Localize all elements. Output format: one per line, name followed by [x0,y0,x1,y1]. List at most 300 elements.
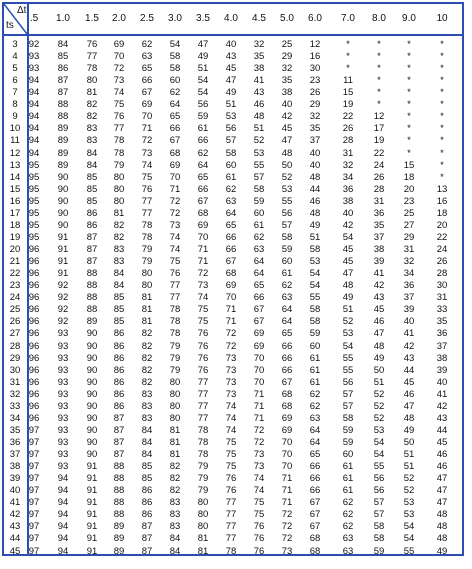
ts-value: 20 [9,244,21,256]
table-cell: 68 [309,545,321,557]
table-cell: 43 [403,352,415,364]
table-cell: 75 [141,171,153,183]
table-cell: 72 [169,195,181,207]
table-cell: 90 [57,171,69,183]
table-cell: 75 [169,256,181,268]
table-cell: 82 [141,340,153,352]
ts-value: 24 [9,292,21,304]
table-cell: 72 [253,424,265,436]
table-cell: 64 [225,207,237,219]
table-cell: 51 [373,376,385,388]
table-cell: 91 [57,244,69,256]
table-cell: 74 [225,400,237,412]
table-cell: 56 [281,207,293,219]
table-row [4,342,462,353]
table-row [4,185,462,196]
table-cell: 31 [436,292,448,304]
table-row [4,64,462,75]
column-header: 4.0 [224,13,238,24]
table-cell: 16 [309,51,321,63]
table-row [4,522,462,533]
table-cell: 83 [169,509,181,521]
table-cell: 35 [253,51,265,63]
table-cell: 88 [113,461,125,473]
ts-value: 37 [9,449,21,461]
table-row [4,498,462,509]
table-cell: 48 [281,147,293,159]
table-cell: 66 [253,292,265,304]
table-cell: 93 [28,51,40,63]
table-cell: 19 [373,135,385,147]
table-cell: 72 [253,436,265,448]
table-cell: 76 [197,328,209,340]
table-cell: 81 [169,436,181,448]
table-cell: 84 [141,424,153,436]
table-cell: 72 [281,521,293,533]
table-cell: 61 [309,376,321,388]
table-cell: 72 [197,268,209,280]
ts-value: 43 [9,521,21,533]
table-cell: 54 [342,340,354,352]
table-cell: 53 [373,424,385,436]
table-row [4,438,462,449]
table-row [4,317,462,328]
table-cell: 80 [113,171,125,183]
table-cell: 65 [197,171,209,183]
table-cell: 69 [281,424,293,436]
table-cell: 83 [141,388,153,400]
table-cell: 46 [436,461,448,473]
table-cell: 53 [281,183,293,195]
table-cell: 49 [403,424,415,436]
table-cell: * [440,123,444,135]
table-cell: 50 [403,436,415,448]
table-cell: 46 [373,316,385,328]
table-cell: 58 [342,412,354,424]
table-cell: 39 [373,256,385,268]
table-cell: 34 [403,268,415,280]
table-cell: 37 [436,340,448,352]
table-cell: 68 [281,388,293,400]
column-header: 5.0 [280,13,294,24]
table-cell: 73 [197,280,209,292]
table-cell: 55 [403,545,415,557]
table-cell: 81 [169,449,181,461]
table-cell: 45 [342,244,354,256]
table-cell: 97 [28,485,40,497]
table-cell: * [346,51,350,63]
table-cell: 71 [197,256,209,268]
table-cell: 86 [113,328,125,340]
table-cell: 76 [197,364,209,376]
table-row [4,100,462,111]
table-cell: 83 [141,412,153,424]
table-cell: 94 [57,533,69,545]
table-cell: 61 [253,219,265,231]
table-row [4,40,462,51]
table-cell: 81 [197,533,209,545]
table-cell: 91 [57,268,69,280]
table-cell: 38 [436,352,448,364]
table-cell: 69 [113,39,125,50]
table-cell: 96 [28,304,40,316]
table-cell: 85 [57,51,69,63]
table-cell: 65 [281,328,293,340]
ts-value: 10 [9,123,21,135]
table-cell: 83 [169,521,181,533]
table-cell: 97 [28,545,40,557]
table-cell: 37 [403,292,415,304]
table-cell: 61 [281,268,293,280]
table-cell: 88 [113,497,125,509]
table-row [4,414,462,425]
table-cell: * [440,63,444,75]
table-cell: * [407,111,411,123]
table-cell: 70 [281,449,293,461]
ts-value: 12 [9,147,21,159]
table-cell: 85 [141,473,153,485]
table-cell: 73 [281,545,293,557]
table-cell: 88 [113,509,125,521]
table-row [4,462,462,473]
table-cell: 91 [86,485,98,497]
table-cell: 88 [57,111,69,123]
table-cell: 38 [342,195,354,207]
ts-value: 22 [9,268,21,280]
table-row [4,149,462,160]
table-cell: 26 [436,256,448,268]
table-cell: 80 [113,183,125,195]
table-cell: 69 [225,280,237,292]
table-cell: 89 [57,135,69,147]
table-cell: 85 [113,292,125,304]
table-cell: 86 [113,352,125,364]
table-cell: 62 [141,39,153,50]
table-cell: 95 [28,231,40,243]
table-cell: 88 [57,99,69,111]
table-cell: 96 [28,388,40,400]
table-cell: 82 [169,485,181,497]
ts-value: 7 [12,87,18,99]
table-cell: 52 [373,388,385,400]
table-cell: 96 [28,376,40,388]
table-cell: 28 [436,268,448,280]
table-cell: 90 [86,436,98,448]
ts-value: 44 [9,533,21,545]
table-cell: 87 [57,75,69,87]
table-cell: 63 [309,412,321,424]
table-cell: 97 [28,449,40,461]
table-cell: 45 [436,436,448,448]
table-cell: 46 [403,388,415,400]
table-row [4,305,462,316]
table-cell: 29 [403,231,415,243]
table-cell: 18 [403,171,415,183]
table-cell: 66 [281,352,293,364]
table-cell: 24 [436,244,448,256]
table-cell: 74 [253,485,265,497]
table-cell: 90 [86,400,98,412]
table-cell: 67 [309,521,321,533]
table-cell: 32 [309,111,321,123]
table-row [4,378,462,389]
ts-value: 29 [9,352,21,364]
table-cell: 92 [57,292,69,304]
table-cell: 66 [225,231,237,243]
table-cell: 49 [197,51,209,63]
table-cell: 69 [169,159,181,171]
table-row [4,366,462,377]
table-cell: 62 [281,280,293,292]
table-row [4,390,462,401]
table-cell: 80 [141,280,153,292]
table-cell: 12 [373,111,385,123]
table-cell: 46 [253,99,265,111]
table-cell: 96 [28,292,40,304]
table-cell: 94 [57,497,69,509]
table-cell: 66 [309,473,321,485]
table-cell: * [440,147,444,159]
table-cell: 47 [281,135,293,147]
table-cell: 47 [403,400,415,412]
ts-value: 8 [12,99,18,111]
table-cell: 82 [169,473,181,485]
table-cell: 66 [281,364,293,376]
table-cell: 81 [86,87,98,99]
table-row [4,209,462,220]
table-cell: 96 [28,256,40,268]
table-cell: 77 [197,412,209,424]
ts-value: 16 [9,195,21,207]
table-cell: 87 [141,533,153,545]
table-row [4,281,462,292]
table-cell: 76 [225,485,237,497]
table-cell: 58 [169,63,181,75]
table-cell: 48 [436,509,448,521]
table-cell: 78 [169,328,181,340]
table-cell: 73 [141,147,153,159]
table-cell: 93 [57,328,69,340]
ts-value: 9 [12,111,18,123]
ts-value: 17 [9,207,21,219]
table-cell: 86 [86,219,98,231]
table-cell: 82 [113,231,125,243]
table-cell: 80 [169,400,181,412]
table-cell: 87 [86,231,98,243]
table-cell: 57 [342,388,354,400]
ts-value: 31 [9,376,21,388]
table-cell: 40 [309,159,321,171]
table-cell: 52 [281,171,293,183]
table-cell: 88 [86,304,98,316]
table-row [4,354,462,365]
table-cell: 29 [309,99,321,111]
table-cell: 74 [113,87,125,99]
table-cell: 59 [373,545,385,557]
table-cell: 67 [253,304,265,316]
table-row [4,52,462,63]
table-cell: 32 [281,63,293,75]
ts-value: 40 [9,485,21,497]
table-cell: 93 [57,436,69,448]
table-cell: 63 [253,244,265,256]
table-cell: 48 [403,412,415,424]
table-cell: 42 [281,111,293,123]
table-row [4,197,462,208]
table-cell: 75 [225,449,237,461]
table-cell: 80 [197,497,209,509]
table-cell: 94 [28,75,40,87]
column-header: 4.5 [252,13,266,24]
table-cell: 20 [403,183,415,195]
table-cell: 61 [342,461,354,473]
table-cell: 86 [141,485,153,497]
ts-value: 28 [9,340,21,352]
table-row [4,293,462,304]
table-cell: 51 [403,449,415,461]
table-cell: 75 [253,497,265,509]
table-cell: 69 [197,219,209,231]
table-cell: 73 [253,449,265,461]
table-cell: 79 [169,340,181,352]
table-cell: 78 [197,424,209,436]
table-cell: 36 [373,207,385,219]
table-cell: 58 [309,316,321,328]
table-cell: 96 [28,400,40,412]
table-cell: 67 [141,87,153,99]
table-cell: 84 [141,436,153,448]
table-cell: 45 [342,256,354,268]
table-cell: 20 [436,219,448,231]
table-cell: 42 [436,400,448,412]
table-cell: 40 [342,207,354,219]
table-cell: 71 [253,388,265,400]
table-cell: 88 [86,280,98,292]
table-cell: 84 [86,159,98,171]
table-cell: 96 [28,352,40,364]
table-cell: 79 [197,473,209,485]
table-cell: 72 [281,509,293,521]
ts-value: 32 [9,388,21,400]
table-row [4,486,462,497]
table-cell: 81 [141,292,153,304]
table-cell: 57 [253,171,265,183]
table-cell: 15 [342,87,354,99]
table-cell: 55 [253,159,265,171]
table-cell: 48 [309,207,321,219]
table-cell: 48 [373,340,385,352]
table-cell: 83 [86,135,98,147]
table-cell: 22 [342,111,354,123]
table-cell: 74 [169,231,181,243]
table-row [4,221,462,232]
table-cell: 92 [28,39,40,50]
table-cell: 66 [309,485,321,497]
table-cell: 74 [169,244,181,256]
table-cell: 82 [169,461,181,473]
table-cell: 78 [197,436,209,448]
table-row [4,450,462,461]
table-cell: 45 [281,123,293,135]
table-cell: 82 [141,364,153,376]
table-cell: 88 [86,268,98,280]
table-row [4,402,462,413]
table-cell: 90 [86,388,98,400]
table-cell: 32 [403,256,415,268]
table-cell: 93 [57,461,69,473]
table-cell: 59 [197,111,209,123]
table-cell: 71 [253,412,265,424]
table-cell: 31 [342,147,354,159]
table-cell: 38 [281,87,293,99]
table-cell: 87 [141,521,153,533]
table-cell: 62 [342,497,354,509]
table-cell: 77 [225,521,237,533]
table-cell: 73 [169,219,181,231]
table-cell: 51 [197,63,209,75]
table-cell: 96 [28,280,40,292]
table-cell: 18 [436,207,448,219]
table-cell: 90 [86,424,98,436]
table-cell: 77 [197,400,209,412]
table-cell: 94 [57,509,69,521]
table-cell: 91 [57,231,69,243]
table-cell: 95 [28,183,40,195]
table-cell: 59 [342,436,354,448]
ts-value: 23 [9,280,21,292]
ts-value: 35 [9,424,21,436]
table-cell: 74 [197,292,209,304]
table-cell: 94 [57,485,69,497]
table-cell: 66 [169,123,181,135]
table-row [4,76,462,87]
table-cell: 11 [343,75,353,87]
table-cell: 77 [86,51,98,63]
table-cell: 40 [225,39,237,50]
table-cell: * [440,111,444,123]
table-cell: 91 [86,461,98,473]
table-cell: 77 [169,292,181,304]
table-cell: 32 [253,39,265,50]
table-cell: 46 [436,449,448,461]
table-cell: 93 [57,376,69,388]
table-cell: 67 [225,256,237,268]
table-cell: 12 [309,39,321,50]
table-cell: 35 [281,75,293,87]
table-cell: 96 [28,340,40,352]
table-cell: 71 [253,400,265,412]
table-cell: 97 [28,521,40,533]
table-cell: * [440,39,444,50]
table-cell: 97 [28,533,40,545]
table-cell: 47 [342,268,354,280]
table-row [4,112,462,123]
table-cell: 84 [141,449,153,461]
table-cell: 83 [169,497,181,509]
table-cell: 35 [373,219,385,231]
table-cell: 64 [309,436,321,448]
table-cell: 39 [436,364,448,376]
table-cell: 91 [57,256,69,268]
table-cell: 75 [225,461,237,473]
ts-value: 5 [12,63,18,75]
table-cell: 41 [373,268,385,280]
table-cell: 96 [28,328,40,340]
table-cell: 78 [197,449,209,461]
table-cell: 93 [57,400,69,412]
table-cell: 58 [281,231,293,243]
table-cell: 15 [403,159,415,171]
